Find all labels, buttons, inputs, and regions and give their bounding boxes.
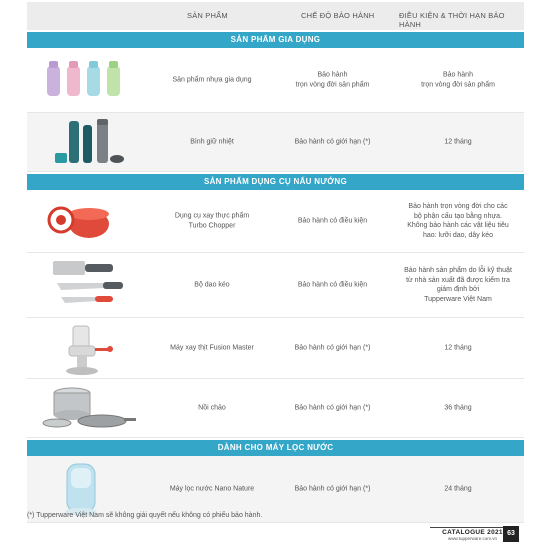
table-row-plastic [27,48,524,113]
plastic-bottles-image [27,48,137,112]
warranty-terms: 12 tháng [444,344,472,352]
meat-grinder-image [27,318,137,378]
warranty-type: Bảo hành có điều kiện [297,217,368,225]
warranty-terms: Bảo hành sản phẩm do lỗi kỹ thuật từ nhà sản xuất đã được kiểm tra giám định bởi Tupperware Việt Nam [404,267,512,303]
section-water: DÀNH CHO MÁY LỌC NƯỚC [27,440,524,456]
warranty-type: Bảo hành có điều kiện [297,281,368,289]
catalogue-url: www.tupperware.com.vn [447,536,498,541]
page-number: 63 [503,526,519,542]
warranty-type: Bảo hành trọn vòng đời sản phẩm [295,71,370,88]
product-name: Dụng cụ xay thực phẩm Turbo Chopper [174,212,250,229]
table-row-pots [27,379,524,438]
product-name: Máy xay thịt Fusion Master [170,344,254,352]
header-product: SẢN PHẨM [187,11,228,20]
warranty-table [27,2,524,523]
warranty-type: Bảo hành có giới hạn (*) [294,404,371,412]
footnote: (*) Tupperware Việt Nam sẽ không giải quyết nếu không có phiếu bảo hành. [27,512,263,519]
turbo-chopper-image [27,190,137,252]
header-warranty: CHẾ ĐỘ BẢO HÀNH [301,11,375,20]
table-row-chopper [27,190,524,253]
thermos-image [27,113,137,171]
table-header [27,2,524,30]
table-row-grinder [27,318,524,379]
catalogue-title: CATALOGUE 2021 [430,527,515,536]
table-row-knives [27,253,524,318]
product-name: Bình giữ nhiệt [190,138,234,146]
knife-set-image [27,253,137,317]
table-row-thermos [27,113,524,172]
warranty-type: Bảo hành có giới hạn (*) [294,138,371,146]
warranty-type: Bảo hành có giới hạn (*) [294,344,371,352]
product-name: Bộ dao kéo [194,281,230,289]
section-cooking: SẢN PHẨM DỤNG CỤ NẤU NƯỚNG [27,174,524,190]
product-name: Sản phẩm nhựa gia dụng [172,76,252,84]
warranty-type: Bảo hành có giới hạn (*) [294,485,371,493]
section-household: SẢN PHẨM GIA DỤNG [27,32,524,48]
product-name: Nồi chảo [198,404,226,412]
header-terms: ĐIỀU KIỆN & THỜI HẠN BẢO HÀNH [399,11,505,29]
pots-and-pans-image [27,379,137,437]
warranty-terms: Bảo hành trọn vòng đời cho các bộ phận cấu tạo bằng nhựa. Không bảo hành các vật liệu tiêu hao: lưỡi dao, dây kéo [407,203,509,239]
warranty-terms: 12 tháng [444,138,472,146]
warranty-terms: 24 tháng [444,485,472,493]
warranty-terms: 36 tháng [444,404,472,412]
product-name: Máy lọc nước Nano Nature [169,485,255,493]
warranty-terms: Bảo hành trọn vòng đời sản phẩm [421,71,495,88]
